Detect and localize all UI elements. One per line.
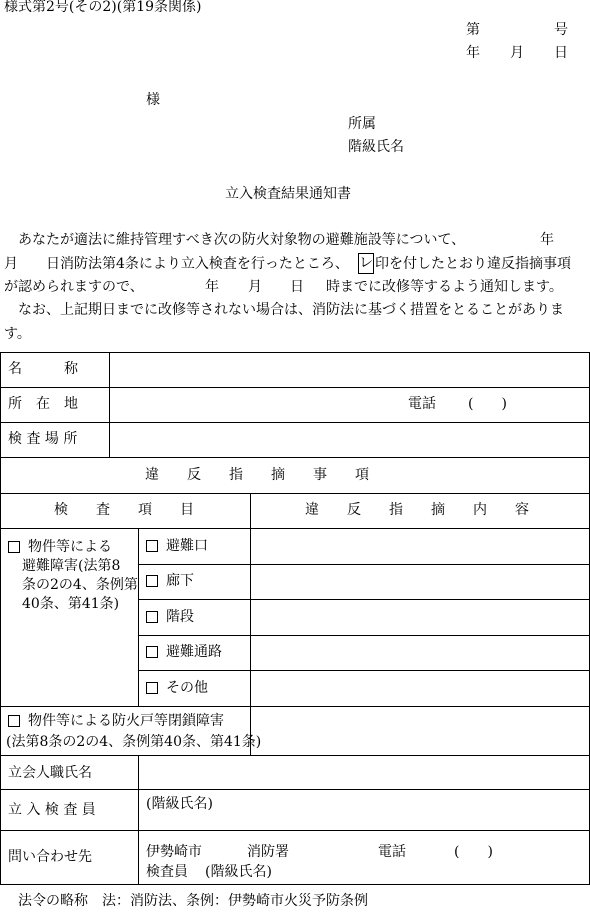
check-mark-box: レ <box>358 253 374 274</box>
rank-name-label: 階級氏名 <box>348 139 404 155</box>
fire-door-obstruction-checkbox[interactable]: 物件等による防火戸等閉鎖障害 <box>8 714 224 728</box>
inspector-label: 立 入 検 査 員 <box>8 802 96 818</box>
phone-label: 電話 <box>408 396 436 412</box>
body-line-2a: 日消防法第4条により立入検査を行ったところ、 <box>46 256 349 272</box>
checkbox-icon <box>146 540 158 552</box>
notice-title: 立入検査結果通知書 <box>225 186 351 202</box>
inspection-item-header: 検 査 項 目 <box>54 502 194 518</box>
sub-item-other[interactable]: その他 <box>146 681 208 695</box>
body-line-2b: 印を付したとおり違反指摘事項 <box>375 256 571 272</box>
body-line-1: あなたが適法に維持管理すべき次の防火対象物の避難施設等について、 <box>18 232 466 248</box>
inspector-value: (階級氏名) <box>146 796 213 812</box>
date-month-label: 月 <box>510 45 524 61</box>
checkbox-icon <box>8 541 20 553</box>
evacuation-obstruction-line3: 条の2の4、条例第 <box>22 577 138 593</box>
body-line-3-day: 日 <box>290 279 304 295</box>
phone-parens: ( ) <box>468 396 507 412</box>
contact-phone: 電話 <box>378 844 406 860</box>
body-line-1-year: 年 <box>540 232 554 248</box>
body-line-5: す。 <box>4 326 31 342</box>
contact-rank: (階級氏名) <box>205 864 272 880</box>
contact-phone-parens: ( ) <box>454 844 493 860</box>
body-line-3-year: 年 <box>205 279 219 295</box>
violations-header: 違 反 指 摘 事 項 <box>145 467 369 483</box>
inspection-place-label: 検 査 場 所 <box>8 431 78 447</box>
body-line-2-month: 月 <box>4 256 18 272</box>
form-number-title: 様式第2号(その2)(第19条関係) <box>4 0 202 15</box>
checkbox-icon <box>146 682 158 694</box>
body-line-3b: 時までに改修等するよう通知します。 <box>326 279 563 295</box>
sub-item-evacuation-path[interactable]: 避難通路 <box>146 645 222 659</box>
footnote-abbreviations: 法令の略称 法：消防法、条例：伊勢崎市火災予防条例 <box>18 893 368 909</box>
affiliation-label: 所属 <box>348 116 376 132</box>
body-line-3-month: 月 <box>248 279 262 295</box>
addressee-suffix: 様 <box>146 92 160 108</box>
checkbox-icon <box>146 575 158 587</box>
number-label-go: 号 <box>554 22 568 38</box>
evacuation-obstruction-line2: 避難障害(法第8 <box>22 558 121 574</box>
name-label: 名 称 <box>8 361 78 377</box>
fire-door-legal-basis: (法第8条の2の4、条例第40条、第41条) <box>6 734 262 750</box>
checkbox-icon <box>146 646 158 658</box>
sub-item-exit[interactable]: 避難口 <box>146 539 208 553</box>
checkbox-icon <box>8 715 20 727</box>
number-label-dai: 第 <box>466 22 480 38</box>
body-line-4: なお、上記期日までに改修等されない場合は、消防法に基づく措置をとることがありま <box>18 302 564 318</box>
contact-inspector: 検査員 <box>146 864 188 880</box>
evacuation-obstruction-line4: 40条、第41条) <box>22 596 120 612</box>
checkbox-icon <box>146 611 158 623</box>
contact-label: 問い合わせ先 <box>8 849 92 865</box>
body-line-3a: が認められますので、 <box>4 279 144 295</box>
violation-content-header: 違 反 指 摘 内 容 <box>305 502 529 518</box>
contact-city: 伊勢崎市 <box>146 844 202 860</box>
sub-item-stairs[interactable]: 階段 <box>146 610 194 624</box>
location-label: 所 在 地 <box>8 396 78 412</box>
sub-item-corridor[interactable]: 廊下 <box>146 574 194 588</box>
witness-label: 立会人職氏名 <box>8 765 92 781</box>
date-year-label: 年 <box>466 45 480 61</box>
contact-station: 消防署 <box>247 844 289 860</box>
evacuation-obstruction-checkbox[interactable]: 物件等による <box>8 540 112 554</box>
date-day-label: 日 <box>554 45 568 61</box>
